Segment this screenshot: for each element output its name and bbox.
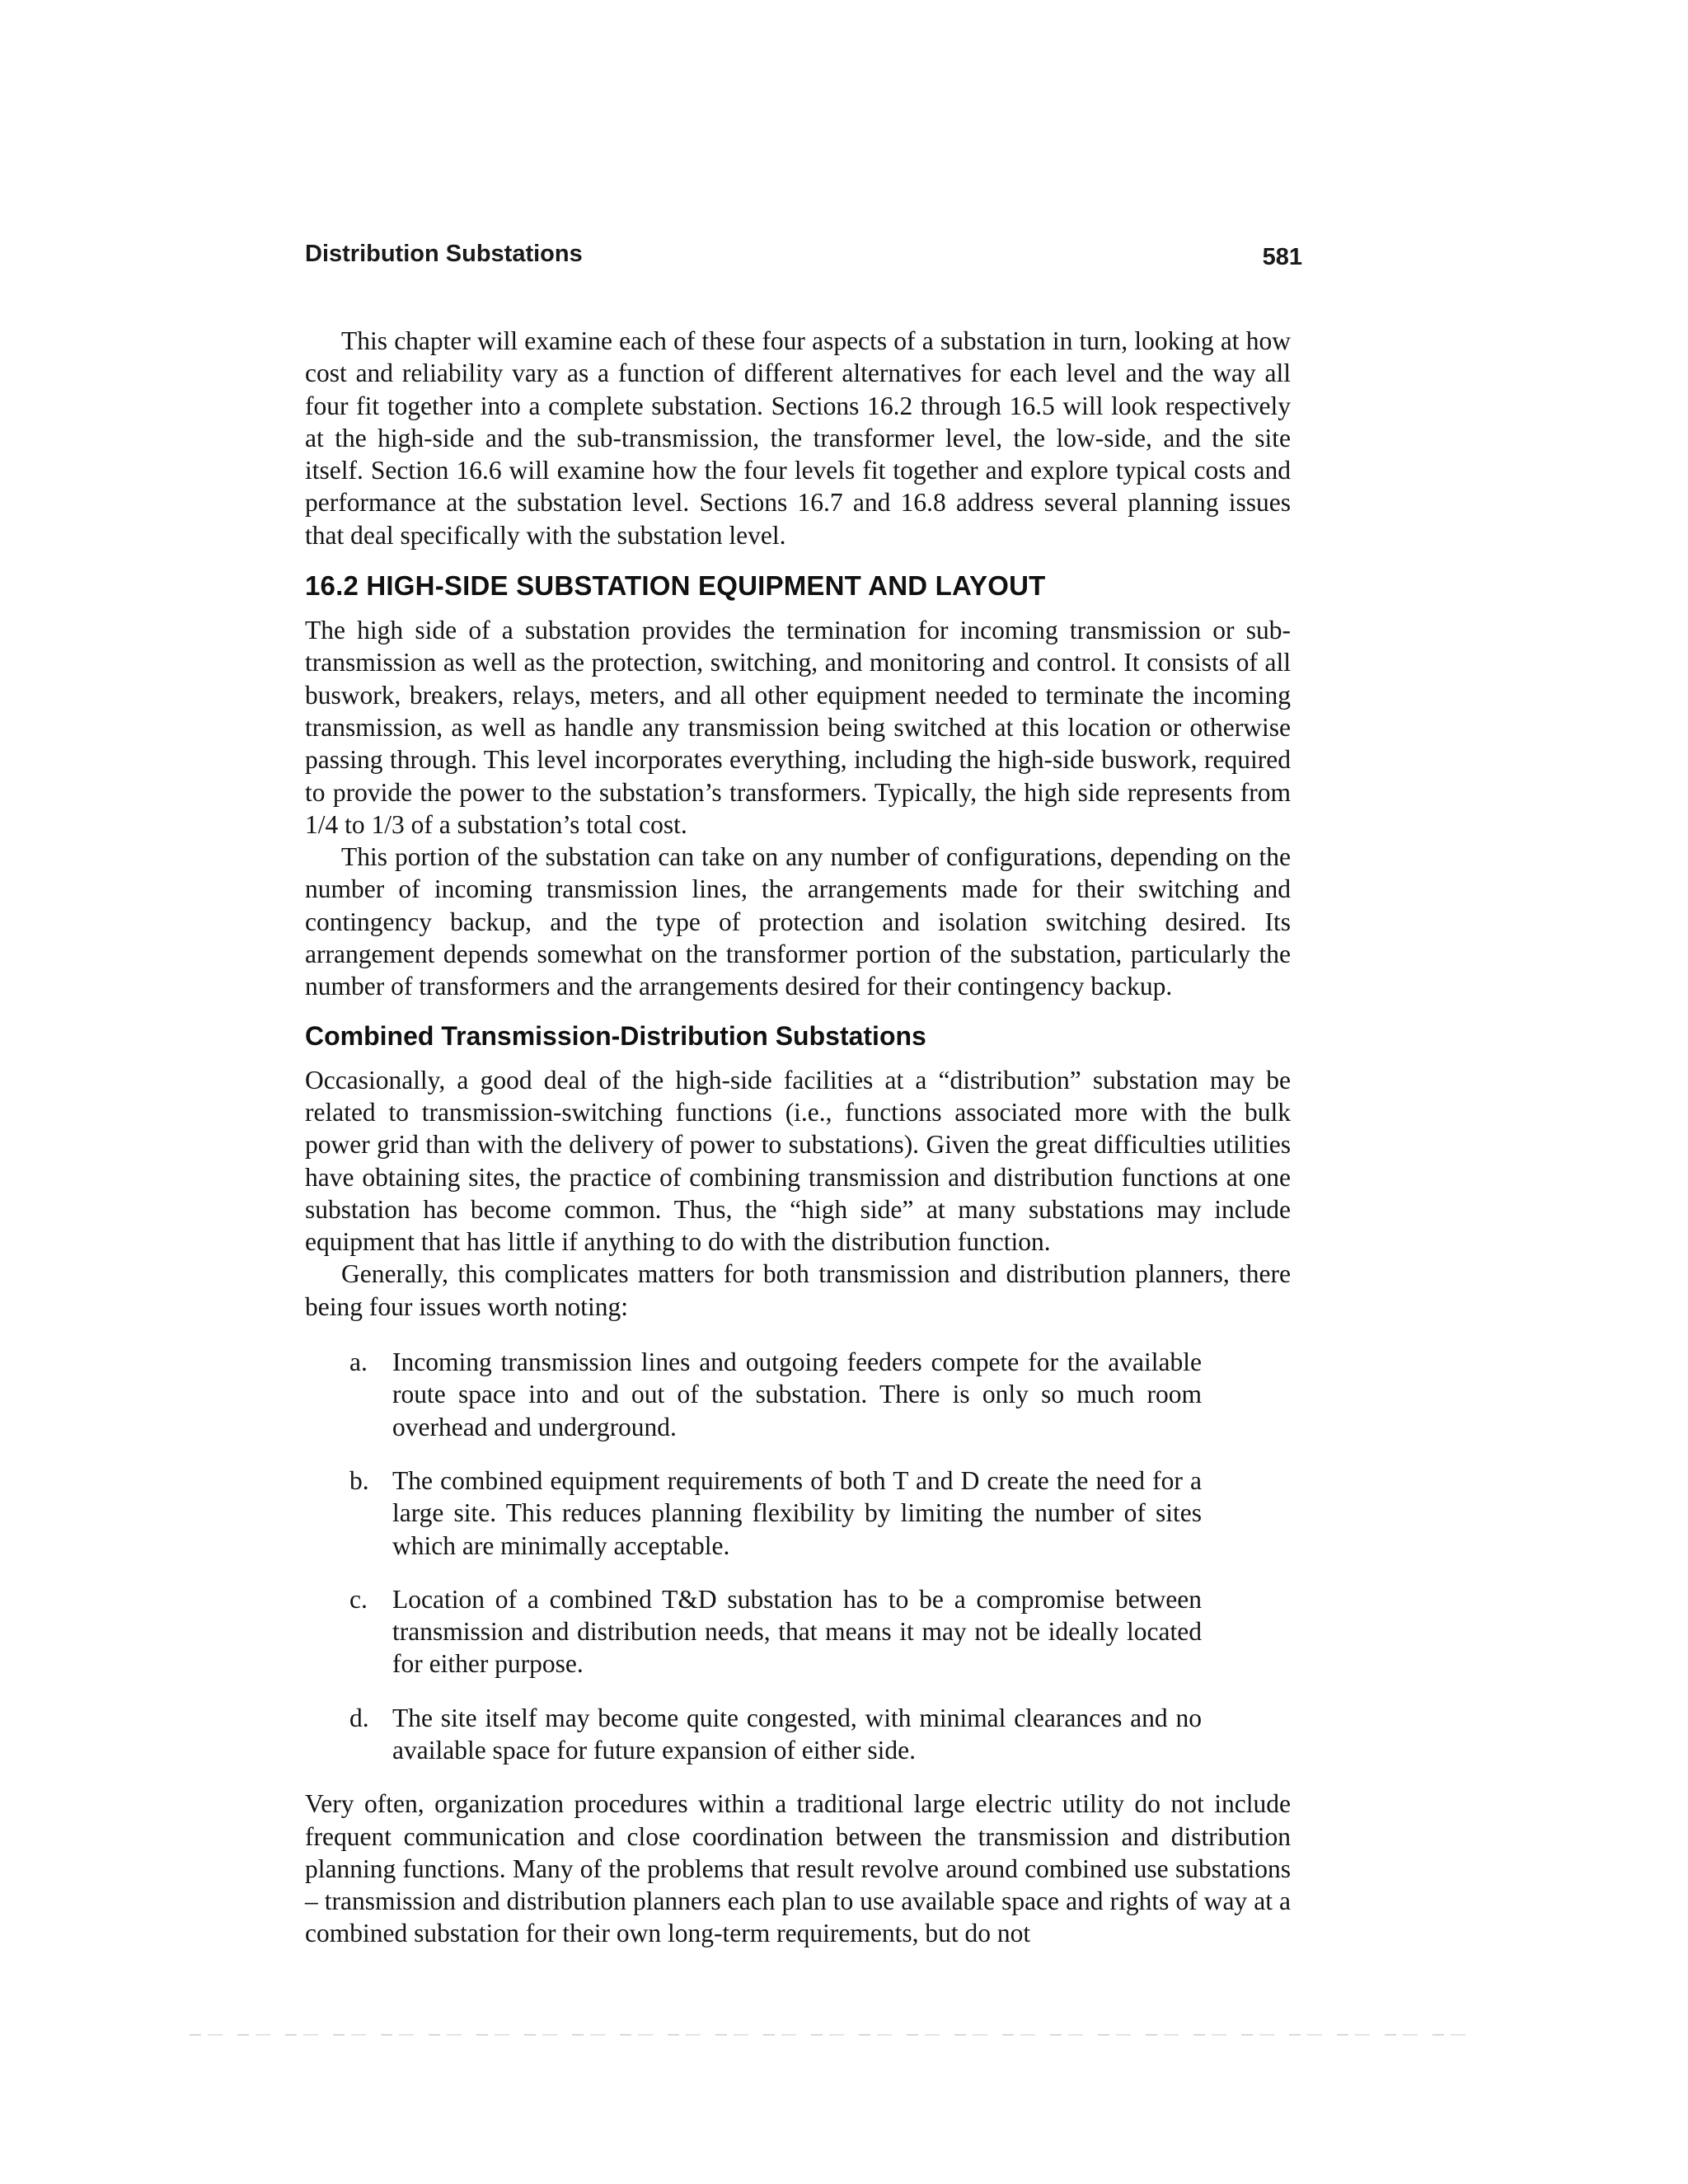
list-item-marker: c. (349, 1584, 368, 1614)
closing-paragraph: Very often, organization procedures within a traditional large electric utility do not include frequent communication and close coordination between the transmission and distribution planning functions. Many of the problems that result revolve around combined use substations – transmission and distribution planners each plan to use available space and rights of way at a combined substation for their own long-term requirements, but do not (305, 1789, 1291, 1948)
list-item-text: Location of a combined T&D substation has to be a compromise between transmission and distribution needs, that means it may not be ideally located for either purpose. (392, 1584, 1202, 1679)
intro-paragraph: This chapter will examine each of these four aspects of a substation in turn, looking at how cost and reliability vary as a function of different alternatives for each level and the way all four fit together into a complete substation. Sections 16.2 through 16.5 will look respectively at the high-side and the sub-transmission, the transformer level, the low-side, and the site itself. Section 16.6 will examine how the four levels fit together and explore typical costs and performance at the substation level. Sections 16.7 and 16.8 address several planning issues that deal specifically with the substation level. (305, 326, 1291, 550)
list-item (349, 1702, 1202, 1767)
list-item-text: Incoming transmission lines and outgoing feeders compete for the available route space into and out of the substation. There is only so much room overhead and underground. (392, 1347, 1202, 1441)
body-text (305, 325, 1291, 1950)
subsection-heading: Combined Transmission-Distribution Substations (305, 1020, 926, 1051)
list-item-text: The combined equipment requirements of both T and D create the need for a large site. This reduces planning flexibility by limiting the number of sites which are minimally acceptable. (392, 1465, 1202, 1560)
list-item-text: The site itself may become quite congested, with minimal clearances and no available space for future expansion of either side. (392, 1703, 1202, 1765)
issues-list (305, 1346, 1291, 1766)
section-paragraph-1: The high side of a substation provides the termination for incoming transmission or sub-transmission as well as the protection, switching, and monitoring and control. It consists of all buswork, breakers, relays, meters, and all other equipment needed to terminate the incoming transmission, as well as handle any transmission being switched at this location or otherwise passing through. This level incorporates everything, including the high-side buswork, required to provide the power to the substation’s transformers. Typically, the high side represents from 1/4 to 1/3 of a substation’s total cost. (305, 616, 1291, 839)
scan-artifact-line (190, 2034, 1475, 2036)
subsection-paragraph-2: Generally, this complicates matters for both transmission and distribution planners, there being four issues worth noting: (305, 1259, 1291, 1321)
list-item-marker: d. (349, 1703, 369, 1732)
page-number: 581 (1262, 244, 1302, 270)
running-header-title: Distribution Substations (305, 241, 583, 267)
list-item-marker: a. (349, 1347, 368, 1377)
subsection-paragraph-1: Occasionally, a good deal of the high-side facilities at a “distribution” substation may be related to transmission-switching functions (i.e., functions associated more with the bulk power grid than with the delivery of power to substations). Given the great difficulties utilities have obtaining sites, the practice of combining transmission and distribution functions at one substation has become common. Thus, the “high side” at many substations may include equipment that has little if anything to do with the distribution function. (305, 1065, 1291, 1257)
list-item (349, 1346, 1202, 1443)
section-paragraph-2: This portion of the substation can take on any number of configurations, depending on the number of incoming transmission lines, the arrangements made for their switching and contingency backup, and the type of protection and isolation switching desired. Its arrangement depends somewhat on the transformer portion of the substation, particularly the number of transformers and the arrangements desired for their contingency backup. (305, 842, 1291, 1001)
list-item (349, 1583, 1202, 1680)
list-item-marker: b. (349, 1465, 369, 1495)
list-item (349, 1465, 1202, 1562)
section-heading: 16.2 HIGH-SIDE SUBSTATION EQUIPMENT AND LAYOUT (305, 570, 1046, 602)
